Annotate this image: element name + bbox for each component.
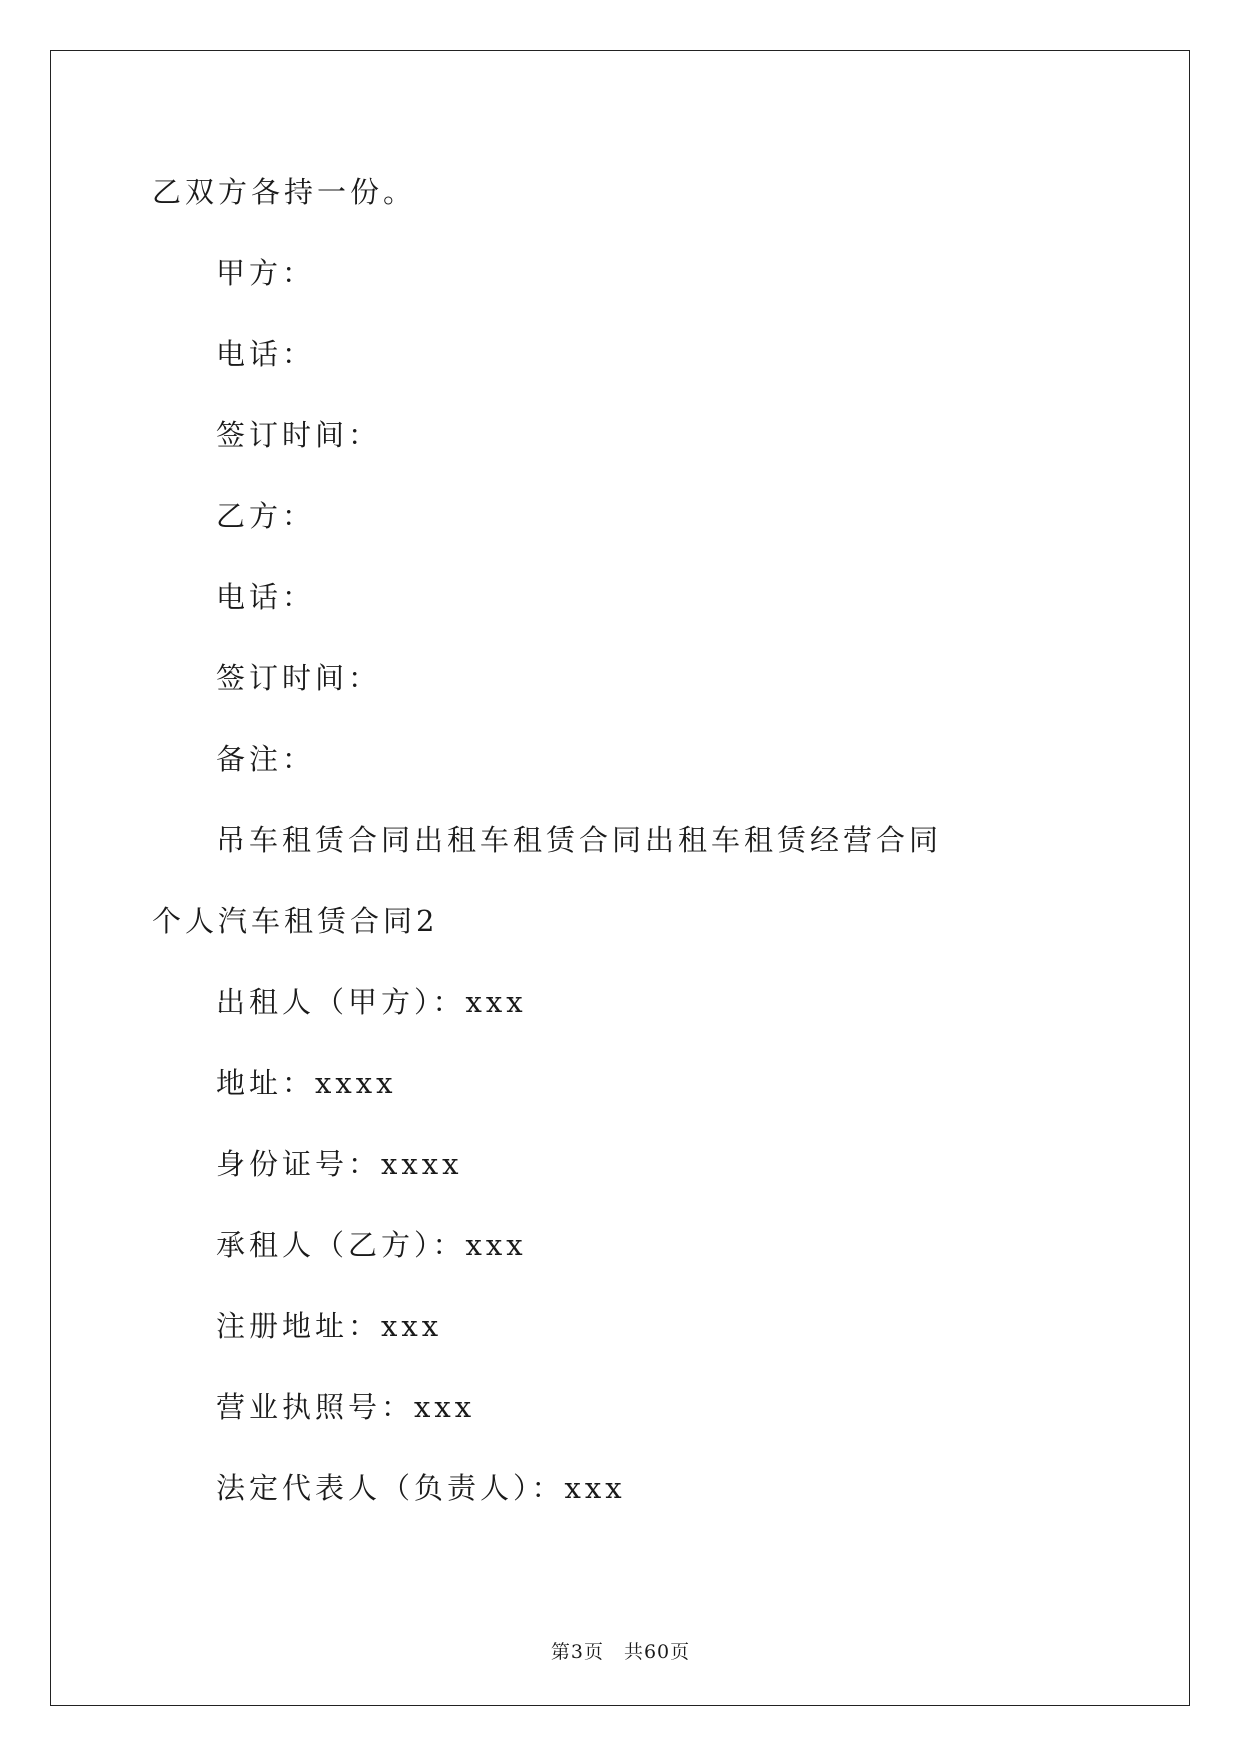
- page-number: 第3页: [550, 1641, 604, 1663]
- text-line: 身份证号：xxxx: [216, 1147, 463, 1181]
- text-line: 备注：: [216, 742, 316, 776]
- text-line: 签订时间：: [216, 661, 382, 695]
- text-line: 地址：xxxx: [216, 1066, 397, 1100]
- page-total: 共60页: [623, 1641, 691, 1663]
- text-line: 乙方：: [216, 499, 316, 533]
- text-line: 电话：: [216, 580, 316, 614]
- text-line: 注册地址：xxx: [216, 1309, 443, 1343]
- text-line: 吊车租赁合同出租车租赁合同出租车租赁经营合同: [216, 823, 943, 857]
- text-line: 电话：: [216, 337, 316, 371]
- page-footer: [0, 1637, 1241, 1664]
- text-line: 营业执照号：xxx: [216, 1390, 476, 1424]
- text-line: 出租人（甲方）：xxx: [216, 985, 527, 1019]
- text-line: 承租人（乙方）：xxx: [216, 1228, 527, 1262]
- text-line: 签订时间：: [216, 418, 382, 452]
- text-line: 法定代表人（负责人）：xxx: [216, 1471, 626, 1505]
- page-frame: [50, 50, 1190, 1706]
- text-line: 乙双方各持一份。: [152, 175, 417, 209]
- section-heading: 个人汽车租赁合同2: [152, 904, 439, 938]
- text-line: 甲方：: [216, 256, 316, 290]
